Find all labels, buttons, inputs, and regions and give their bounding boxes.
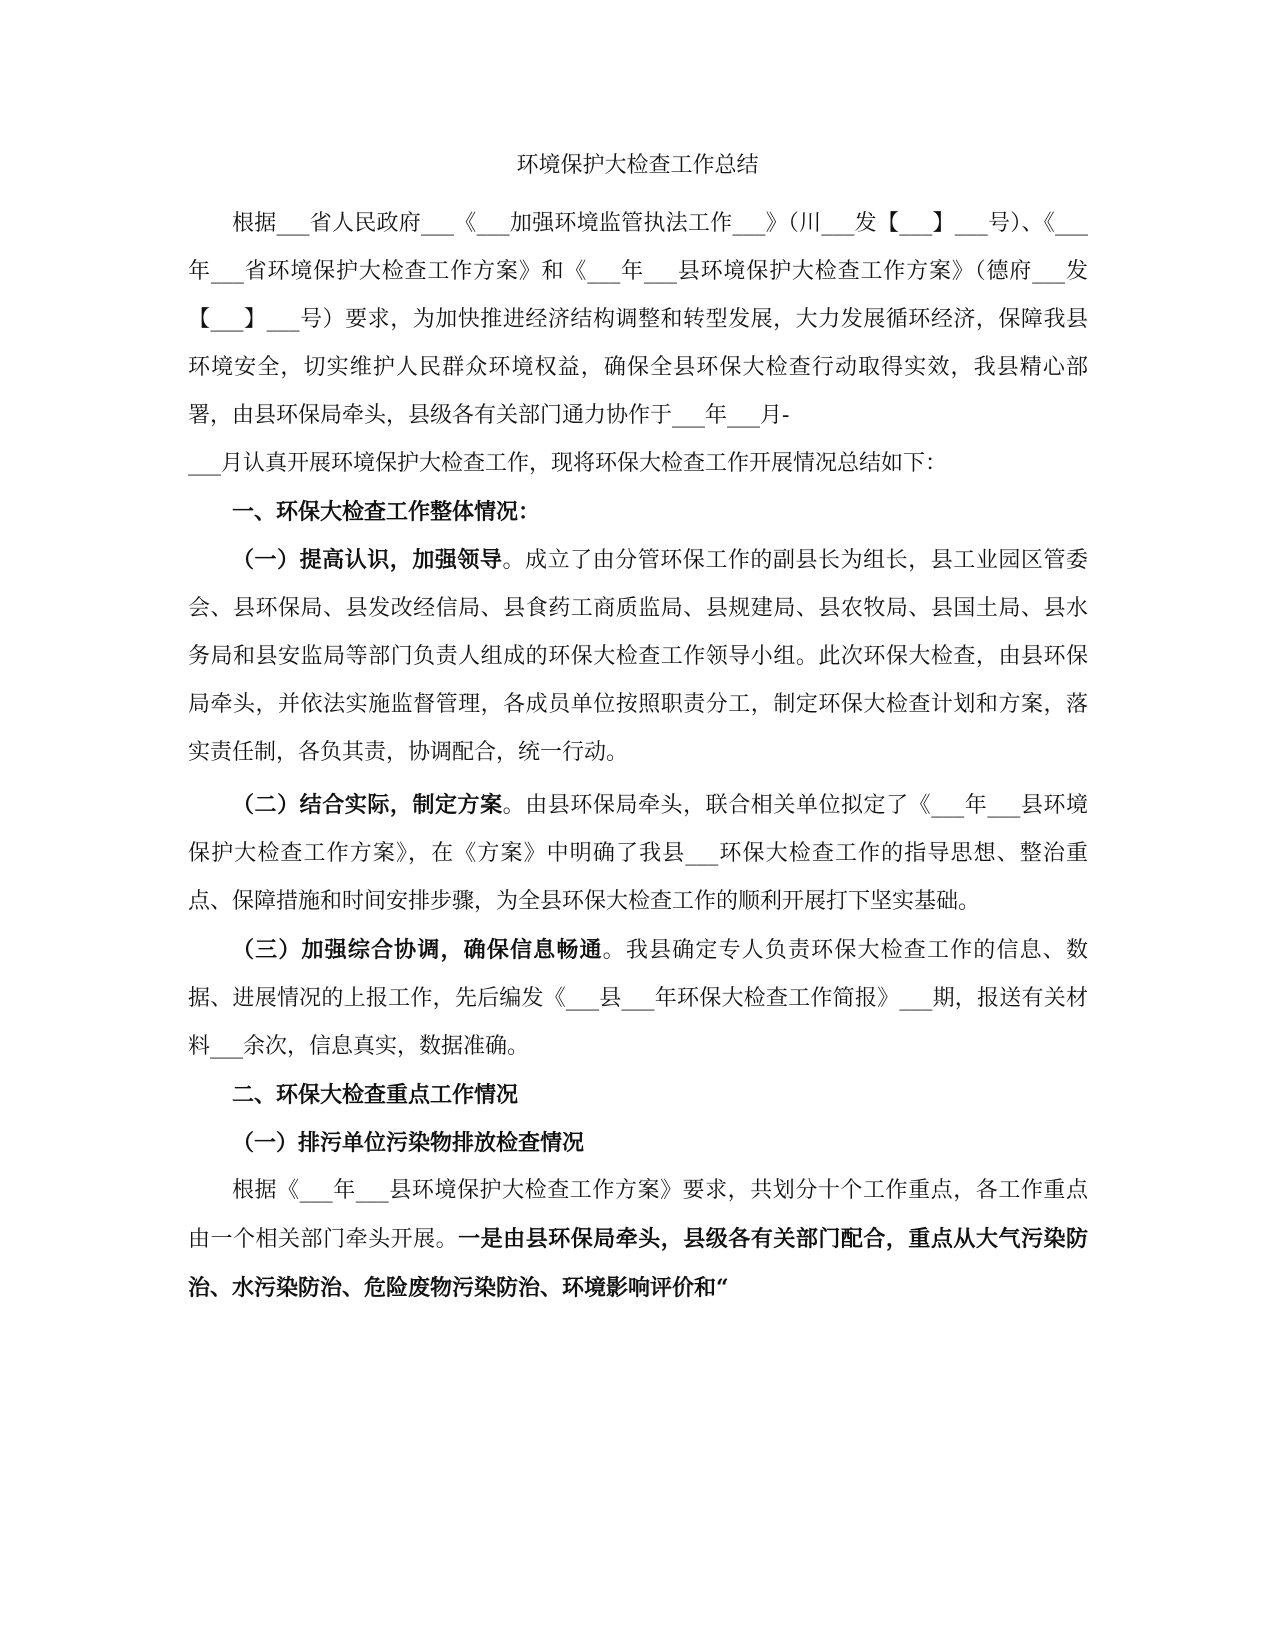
intro-paragraph-continued: ___月认真开展环境保护大检查工作，现将环保大检查工作开展情况总结如下： <box>188 451 948 476</box>
section-heading-1: 一、环保大检查工作整体情况： <box>232 499 541 525</box>
subsection-2-lead: （二）结合实际，制定方案 <box>232 792 503 818</box>
subsection-2-text: 。由县环保局牵头，联合相关单位拟定了《___年___县环境保护大检查工作方案》，在《方案》中明确了我县___环保大检查工作的指导思想、整治重点、保障措施和时间安排步骤，为全县环保大检查工作的顺利开展打下坚实基础。 <box>188 793 1088 914</box>
intro-paragraph: 根据___省人民政府___《___加强环境监管执法工作___》（川___发【___】___号）、《___年___省环境保护大检查工作方案》和《___年___县环境保护大检查工作方案》（德府___发【___】___号）要求，为加快推进经济结构调整和转型发展，大力发展循环经济，保障我县环境安全，切实维护人民群众环境权益，确保全县环保大检查行动取得实效，我县精心部署，由县环保局牵头，县级各有关部门通力协作于___年___月- <box>188 211 1088 428</box>
subsection-1-text: 。成立了由分管环保工作的副县长为组长，县工业园区管委会、县环保局、县发改经信局、县食药工商质监局、县规建局、县农牧局、县国土局、县水务局和县安监局等部门负责人组成的环保大检查工作领导小组。此次环保大检查，由县环保局牵头，并依法实施监督管理，各成员单位按照职责分工，制定环保大检查计划和方案，落实责任制，各负其责，协调配合，统一行动。 <box>188 548 1088 765</box>
document-title: 环境保护大检查工作总结 <box>516 153 759 178</box>
emission-check-text: 根据《___年___县环境保护大检查工作方案》要求，共划分十个工作重点，各工作重点由一个相关部门牵头开展。 <box>188 1178 1088 1252</box>
subsection-3-lead: （三）加强综合协调，确保信息畅通 <box>232 937 603 963</box>
subsection-2-paragraph <box>188 781 1088 926</box>
subsection-3-text: 。我县确定专人负责环保大检查工作的信息、数据、进展情况的上报工作，先后编发《___县___年环保大检查工作简报》___期，报送有关材料___余次，信息真实，数据准确。 <box>188 938 1088 1059</box>
section-heading-2: 二、环保大检查重点工作情况 <box>232 1082 519 1108</box>
emission-check-bold: 一是由县环保局牵头，县级各有关部门配合，重点从大气污染防治、水污染防治、危险废物污染防治、环境影响评价和“ <box>188 1226 1088 1301</box>
subsection-1-lead: （一）提高认识，加强领导 <box>232 547 503 573</box>
emission-check-paragraph <box>188 1167 1088 1313</box>
subsection-1-paragraph <box>188 536 1088 777</box>
subsection-3-paragraph <box>188 926 1088 1071</box>
document-body <box>188 200 1088 1313</box>
section-heading-2-1: （一）排污单位污染物排放检查情况 <box>232 1130 585 1156</box>
